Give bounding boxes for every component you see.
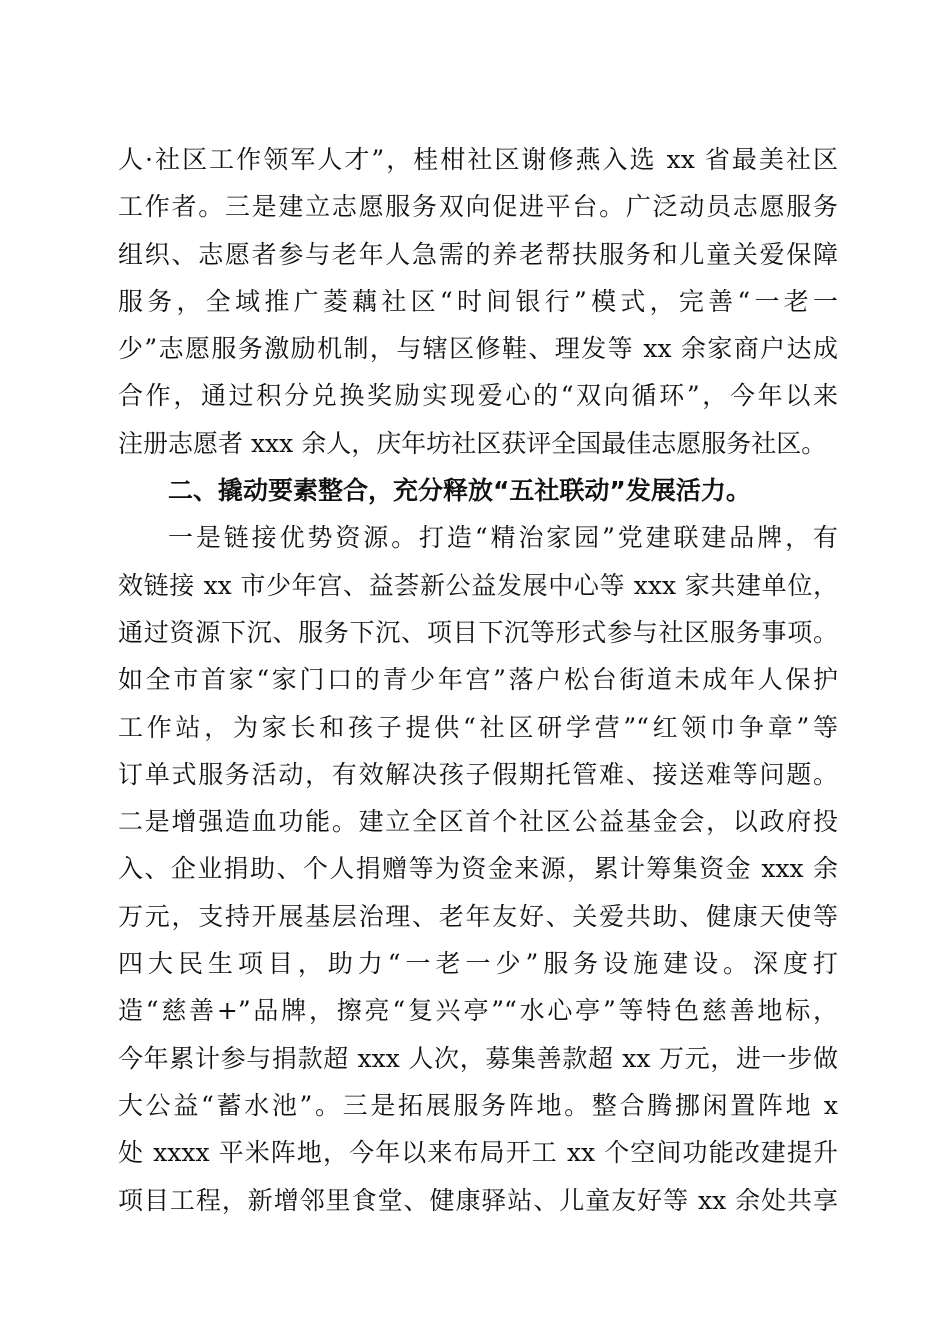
text-line: 今年累计参与捐款超 xxx 人次，募集善款超 xx 万元，进一步做 — [118, 1043, 838, 1073]
text-line: 工作者。三是建立志愿服务双向促进平台。广泛动员志愿服务 — [118, 192, 838, 222]
text-line: 订单式服务活动，有效解决孩子假期托管难、接送难等问题。 — [118, 759, 838, 789]
text-line: 项目工程，新增邻里食堂、健康驿站、儿童友好等 xx 余处共享 — [118, 1185, 838, 1215]
text-line: 一是链接优势资源。打造“精治家园”党建联建品牌，有 — [168, 523, 838, 553]
text-line: 少”志愿服务激励机制，与辖区修鞋、理发等 xx 余家商户达成 — [118, 334, 838, 364]
text-line: 四大民生项目，助力“一老一少”服务设施建设。深度打 — [118, 949, 838, 979]
document-body — [118, 136, 838, 1224]
text-line: 万元，支持开展基层治理、老年友好、关爱共助、健康天使等 — [118, 901, 838, 931]
text-line: 如全市首家“家门口的青少年宫”落户松台街道未成年人保护 — [118, 665, 838, 695]
text-line: 人·社区工作领军人才”，桂柑社区谢修燕入选 xx 省最美社区 — [118, 145, 838, 174]
text-line: 处 xxxx 平米阵地，今年以来布局开工 xx 个空间功能改建提升 — [118, 1138, 838, 1168]
text-line: 入、企业捐助、个人捐赠等为资金来源，累计筹集资金 xxx 余 — [118, 854, 838, 884]
paragraph-2 — [118, 514, 838, 1223]
text-line: 二是增强造血功能。建立全区首个社区公益基金会，以政府投 — [118, 807, 838, 837]
text-line: 注册志愿者 xxx 余人，庆年坊社区获评全国最佳志愿服务社区。 — [118, 428, 827, 458]
text-line: 服务，全域推广菱藕社区“时间银行”模式，完善“一老一 — [118, 286, 838, 316]
paragraph-1 — [118, 136, 838, 467]
text-line: 通过资源下沉、服务下沉、项目下沉等形式参与社区服务事项。 — [118, 617, 838, 647]
text-line: 合作，通过积分兑换奖励实现爱心的“双向循环”，今年以来 — [118, 381, 838, 411]
text-line: 造“慈善+”品牌，擦亮“复兴亭”“水心亭”等特色慈善地标， — [118, 996, 838, 1026]
text-line: 工作站，为家长和孩子提供“社区研学营”“红领巾争章”等 — [118, 712, 838, 742]
text-line: 组织、志愿者参与老年人急需的养老帮扶服务和儿童关爱保障 — [118, 239, 838, 269]
text-line: 大公益“蓄水池”。三是拓展服务阵地。整合腾挪闲置阵地 x — [118, 1090, 838, 1120]
section-heading: 二、撬动要素整合，充分释放“五社联动”发展活力。 — [168, 476, 751, 506]
text-line: 效链接 xx 市少年宫、益荟新公益发展中心等 xxx 家共建单位， — [118, 570, 838, 600]
